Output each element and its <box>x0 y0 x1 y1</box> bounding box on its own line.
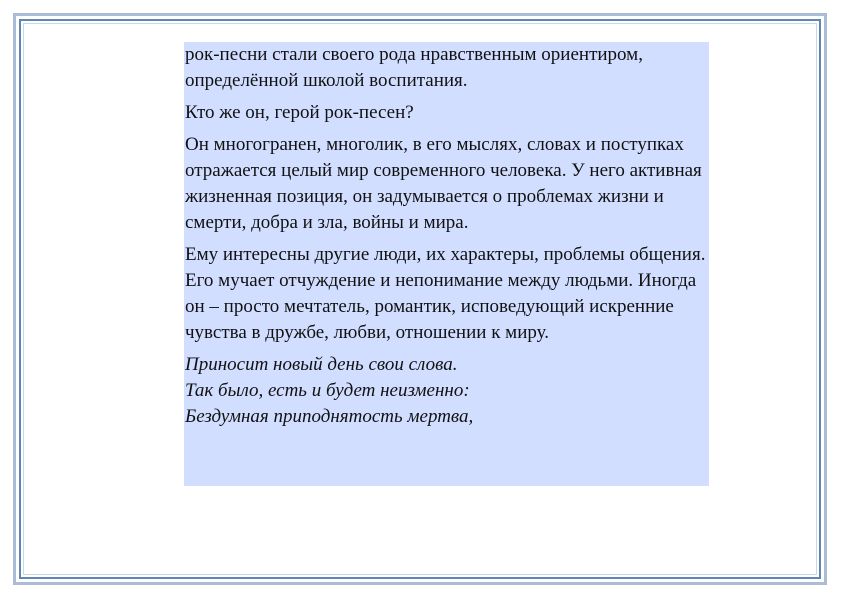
poem-line-3: Бездумная приподнятость мертва, <box>185 406 474 427</box>
poem-line-1: Приносит новый день свои слова. <box>185 354 458 375</box>
paragraph-1: рок-песни стали своего рода нравственным ориентиром, определённой школой воспитания. <box>185 44 643 91</box>
paragraph-4: Ему интересны другие люди, их характеры, проблемы общения. Его мучает отчуждение и непонимание между людьми. Иногда он – просто мечтатель, романтик, исповедующий искренние чувства в дружбе, любви, отношении к миру. <box>185 244 706 343</box>
poem-quote <box>185 352 709 430</box>
paragraph-3: Он многогранен, многолик, в его мыслях, словах и поступках отражается целый мир современного человека. У него активная жизненная позиция, он задумывается о проблемах жизни и смерти, добра и зла, войны и мира. <box>185 134 702 233</box>
poem-line-2: Так было, есть и будет неизменно: <box>185 380 470 401</box>
text-block <box>184 42 709 486</box>
paragraph-2: Кто же он, герой рок-песен? <box>185 102 414 123</box>
